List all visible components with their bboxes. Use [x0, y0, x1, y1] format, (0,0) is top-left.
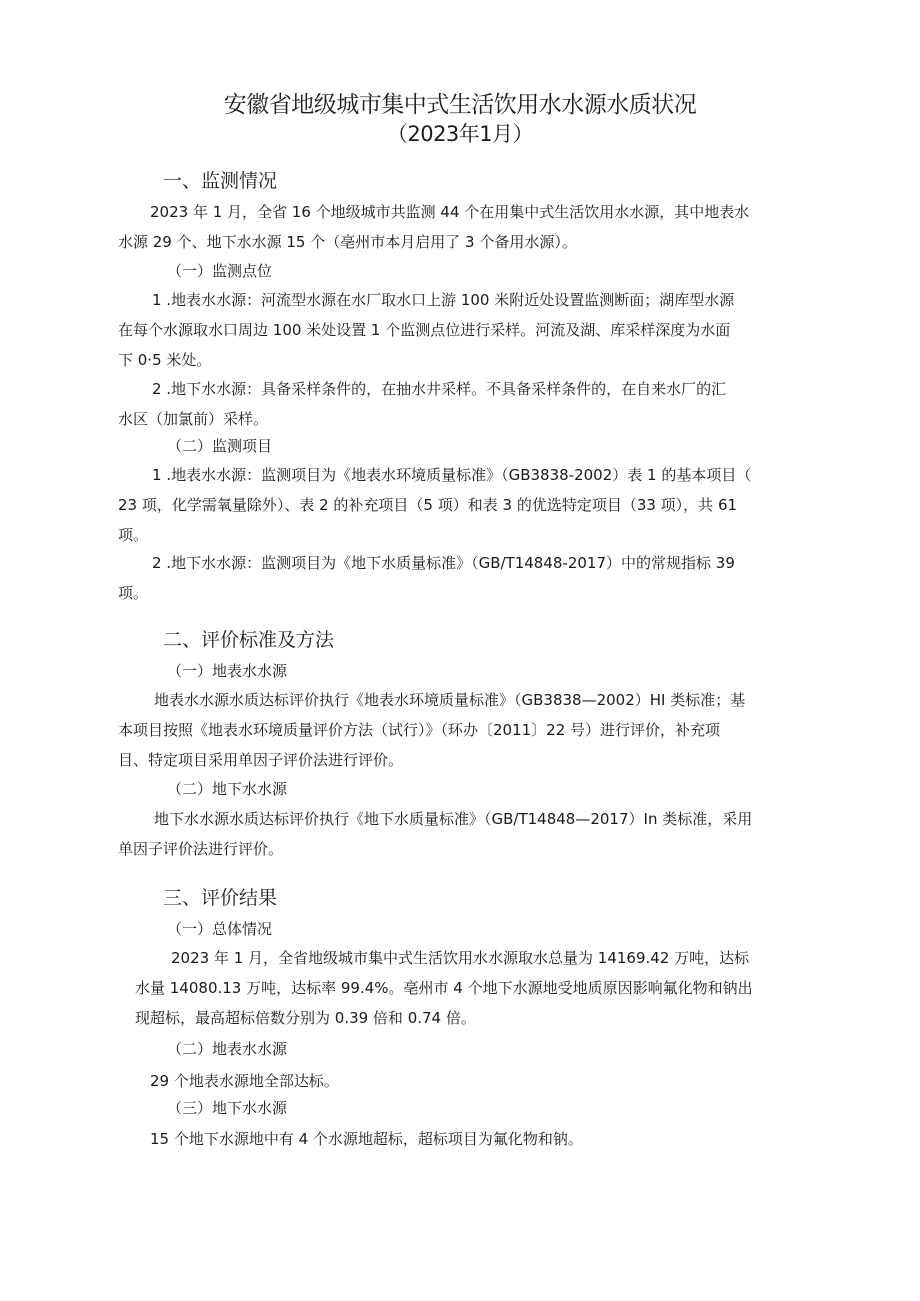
subheading-monitoring-items: （二）监测项目: [167, 437, 273, 455]
paragraph-surface-result: 29 个地表水源地全部达标。: [150, 1072, 339, 1090]
text-line: 项。: [118, 526, 149, 544]
paragraph-ground-items: [118, 548, 735, 608]
paragraph-ground-standard: [118, 804, 752, 864]
subheading-monitoring-points: （一）监测点位: [167, 262, 273, 280]
section-heading-standards: 二、评价标准及方法: [163, 629, 335, 651]
text-line: 单因子评价法进行评价。: [118, 840, 284, 858]
text-line: 下 0·5 米处。: [118, 351, 212, 369]
paragraph-ground-result: 15 个地下水源地中有 4 个水源地超标，超标项目为氟化物和钠。: [150, 1130, 583, 1148]
subheading-surface-standard: （一）地表水水源: [167, 662, 288, 680]
paragraph-surface-points: [118, 285, 734, 375]
paragraph-surface-items: [118, 460, 751, 550]
text-line: 1 .地表水水源：监测项目为《地表水环境质量标准》（GB3838-2002）表 1 的基本项目（: [152, 466, 752, 484]
text-line: 地表水水源水质达标评价执行《地表水环境质量标准》（GB3838—2002）HI 类标准；基: [154, 691, 746, 709]
paragraph-surface-standard: [118, 685, 745, 775]
page-title: 安徽省地级城市集中式生活饮用水水源水质状况: [223, 92, 697, 118]
paragraph-intro: [118, 197, 749, 257]
text-line: 在每个水源取水口周边 100 米处设置 1 个监测点位进行采样。河流及湖、库采样深度为水面: [118, 321, 731, 339]
paragraph-ground-points: [118, 374, 726, 434]
section-heading-monitoring: 一、监测情况: [163, 170, 278, 192]
text-line: 23 项，化学需氧量除外）、表 2 的补充项目（5 项）和表 3 的优选特定项目（33 项），共 61: [118, 496, 738, 514]
text-line: 1 .地表水水源：河流型水源在水厂取水口上游 100 米附近处设置监测断面；湖库型水源: [152, 291, 735, 309]
subheading-surface-result: （二）地表水水源: [167, 1040, 288, 1058]
text-line: 地下水水源水质达标评价执行《地下水质量标准》（GB/T14848—2017）In 类标准，采用: [154, 810, 753, 828]
subheading-ground-standard: （二）地下水水源: [167, 780, 288, 798]
text-line: 2 .地下水水源：监测项目为《地下水质量标准》（GB/T14848-2017）中的常规指标 39: [152, 554, 735, 572]
text-line: 水源 29 个、地下水水源 15 个（亳州市本月启用了 3 个备用水源）。: [118, 233, 577, 251]
text-line: 2023 年 1 月，全省 16 个地级城市共监测 44 个在用集中式生活饮用水水源，其中地表水: [150, 203, 750, 221]
text-line: 2 .地下水水源：具备采样条件的，在抽水井采样。不具备采样条件的，在自来水厂的汇: [152, 380, 727, 398]
page-subtitle: （2023年1月）: [386, 122, 534, 146]
text-line: 目、特定项目采用单因子评价法进行评价。: [118, 751, 404, 769]
paragraph-overall: [135, 943, 753, 1033]
text-line: 2023 年 1 月，全省地级城市集中式生活饮用水水源取水总量为 14169.42 万吨，达标: [171, 949, 750, 967]
text-line: 项。: [118, 584, 149, 602]
text-line: 水区（加氯前）采样。: [118, 410, 269, 428]
text-line: 现超标，最高超标倍数分别为 0.39 倍和 0.74 倍。: [135, 1009, 476, 1027]
text-line: 水量 14080.13 万吨，达标率 99.4%。亳州市 4 个地下水源地受地质原因影响氟化物和钠出: [135, 979, 753, 997]
section-heading-results: 三、评价结果: [163, 887, 278, 909]
text-line: 本项目按照《地表水环境质量评价方法（试行）》（环办〔2011〕22 号）进行评价，补充项: [118, 721, 721, 739]
subheading-overall: （一）总体情况: [167, 920, 273, 938]
subheading-ground-result: （三）地下水水源: [167, 1099, 288, 1117]
